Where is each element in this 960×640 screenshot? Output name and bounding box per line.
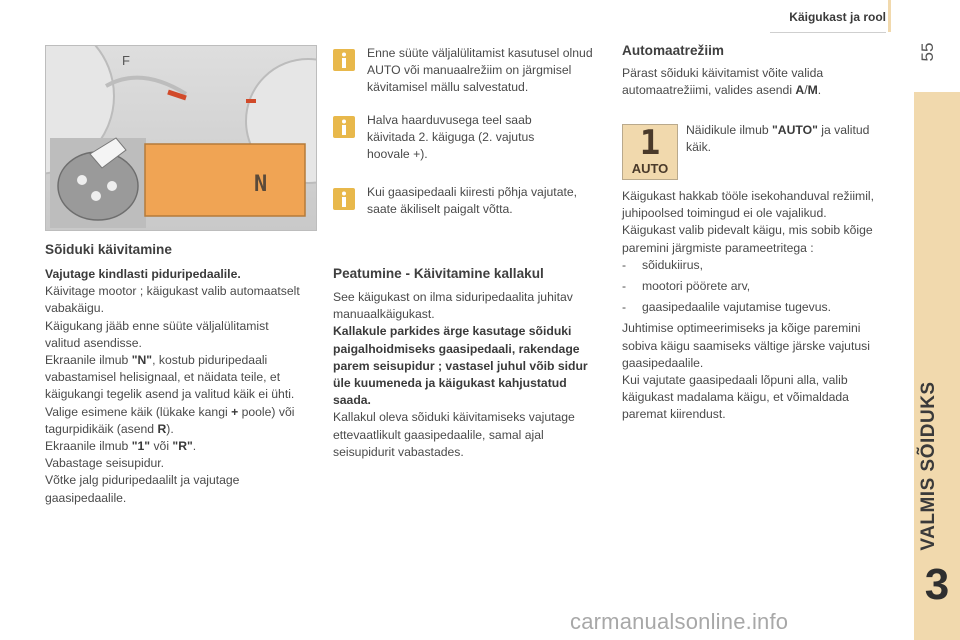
info-icon	[333, 49, 355, 71]
auto-intro: Pärast sõiduki käivitamist võite valida automaatrežiimi, valides asendi A/M.	[622, 66, 824, 98]
dashboard-illustration	[46, 46, 316, 230]
auto-display-icon	[622, 124, 678, 180]
auto-display-caption: Näidikule ilmub "AUTO" ja valitud käik.	[686, 123, 870, 155]
info-note-2	[333, 112, 608, 164]
middle-column-text	[333, 289, 605, 461]
right-column-text	[622, 188, 892, 424]
page-number: 55	[918, 42, 937, 62]
mid-para-1: See käigukast on ilma siduripedaalita juhitav manuaalkäigukast.	[333, 290, 573, 322]
para-3: Ekraanile ilmub "N", kostub piduripedaali vabastamisel helisignaal, et näidata teile, et käigukangi tegelik asend ja valitud käik ei ühti.	[45, 353, 295, 402]
parameter-list	[622, 257, 892, 317]
note-3-text: Kui gaasipedaali kiiresti põhja vajutate, saate äkiliselt paigalt võtta.	[367, 185, 578, 217]
list-item: - sõidukiirus,	[622, 257, 892, 274]
para-1: Käivitage mootor ; käigukast valib automaatselt vabakäigu.	[45, 284, 300, 316]
info-icon	[333, 116, 355, 138]
heading-hill-start: Peatumine - Käivitamine kallakul	[333, 266, 544, 281]
note-1-text: Enne süüte väljalülitamist kasutusel olnud AUTO või manuaalrežiim on järgmisel kävitamisel mällu salvestatud.	[367, 46, 593, 95]
mid-para-3: Kallakul oleva sõiduki käivitamiseks vajutage ettevaatlikult gaasipedaalile, samal ajal seisupidurit vabastades.	[333, 410, 575, 459]
watermark-text: carmanualsonline.info	[570, 609, 789, 634]
info-icon	[333, 188, 355, 210]
auto-icon-label: AUTO	[631, 161, 669, 176]
left-column-text	[45, 266, 307, 507]
para-4: Valige esimene käik (lükake kangi + poole) või tagurpidikäik (asend R).	[45, 404, 295, 436]
header-accent	[888, 0, 891, 32]
chapter-vertical-label: VALMIS SÕIDUKS	[918, 381, 939, 551]
mid-para-2-warning: Kallakule parkides ärge kasutage sõiduki paigalhoidmiseks gaasipedaali, rakendage parem seisupidur ; vastasel juhul võib sidur üle kuumeneda ja käigukast kahjustatud saada.	[333, 324, 588, 408]
right-para-3: Käigukast hakkab tööle isekohanduval režiimil, juhipoolsed toimingud ei ole vajalikud.	[622, 189, 875, 221]
auto-icon-digit: 1	[639, 123, 661, 163]
lead-bold: Vajutage kindlasti piduripedaalile.	[45, 267, 241, 281]
heading-auto-mode: Automaatrežiim	[622, 43, 724, 58]
svg-text:F: F	[122, 53, 130, 68]
note-2-text: Halva haarduvusega teel saab käivitada 2. käiguga (2. vajutus hoovale +).	[367, 113, 535, 162]
dashboard-figure	[45, 45, 317, 231]
header-rule	[770, 32, 886, 33]
right-para-5: Juhtimise optimeerimiseks ja kõige paremini sobiva käigu saamiseks vältige järske vajutusi gaasipedaalile.	[622, 321, 870, 370]
para-5: Ekraanile ilmub "1" või "R".	[45, 439, 197, 454]
para-6: Vabastage seisupidur.	[45, 456, 165, 471]
list-item: - mootori pöörete arv,	[622, 278, 892, 295]
info-note-1	[333, 45, 608, 97]
display-gear-indicator: N	[254, 172, 268, 197]
right-para-6: Kui vajutate gaasipedaali lõpuni alla, valib käigukast madalama käigu, et võimaldada paremat kiirendust.	[622, 373, 849, 422]
para-2: Käigukang jääb enne süüte väljalülitamist valitud asendisse.	[45, 318, 269, 350]
info-note-3	[333, 184, 608, 218]
chapter-number: 3	[924, 560, 950, 609]
running-header: Käigukast ja rool	[789, 10, 886, 24]
list-item: - gaasipedaalile vajutamise tugevus.	[622, 299, 892, 316]
heading-vehicle-start: Sõiduki käivitamine	[45, 242, 172, 257]
right-para-4: Käigukast valib pidevalt käigu, mis sobib kõige paremini järgmiste parameetritega :	[622, 223, 873, 255]
para-7: Võtke jalg piduripedaalilt ja vajutage gaasipedaalile.	[45, 473, 240, 505]
